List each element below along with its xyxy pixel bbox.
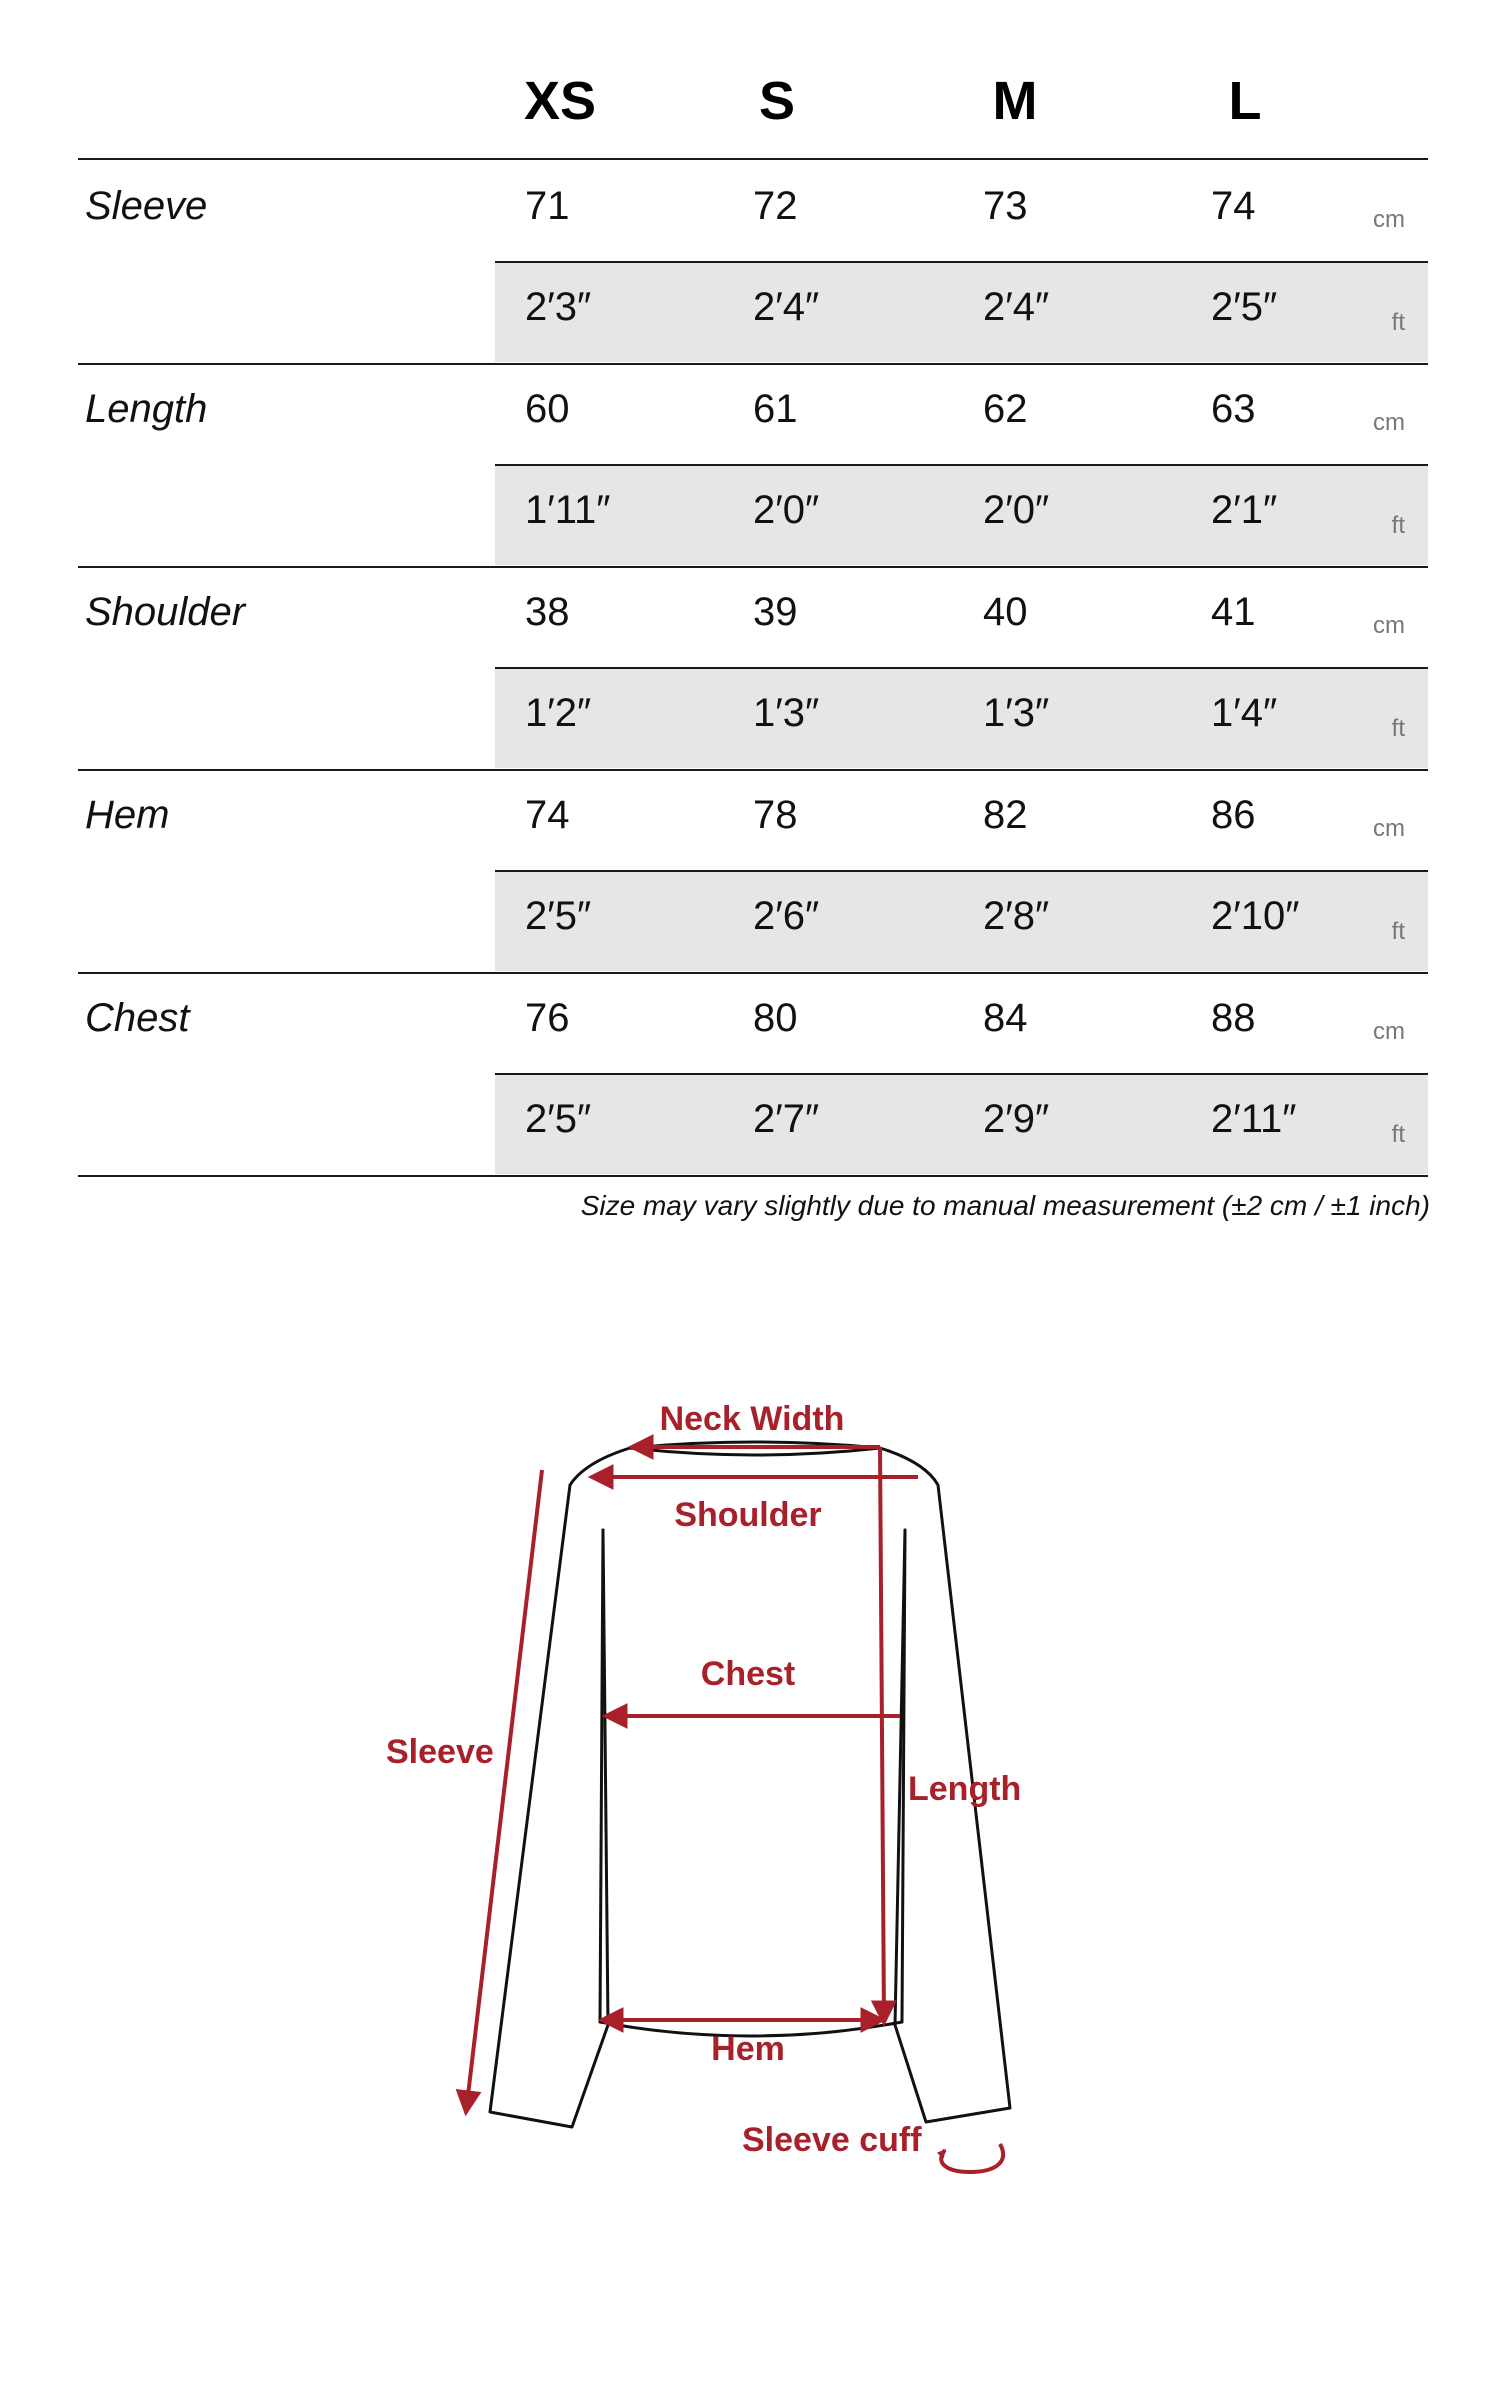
cm-value: 39 (753, 590, 798, 634)
ft-value: 2′3″ (525, 285, 592, 329)
cm-value: 76 (525, 996, 570, 1040)
cm-value: 73 (983, 184, 1028, 228)
ft-value: 2′11″ (1211, 1097, 1297, 1141)
size-header-s: S (758, 71, 796, 131)
size-header-xs: XS (523, 71, 597, 131)
hem-label: Hem (711, 2030, 785, 2068)
ft-value: 2′4″ (753, 285, 820, 329)
left-sleeve-outline (490, 1448, 630, 2127)
length-arrow (880, 1447, 884, 2022)
row-half-divider (495, 1073, 1428, 1075)
ft-value: 2′6″ (753, 894, 820, 938)
ft-value: 2′5″ (525, 894, 592, 938)
unit-ft: ft (1391, 1121, 1405, 1148)
ft-value: 1′3″ (753, 691, 820, 735)
unit-ft: ft (1391, 918, 1405, 945)
measurement-note: Size may vary slightly due to manual measurement (±2 cm / ±1 inch) (580, 1190, 1430, 1221)
unit-cm: cm (1373, 206, 1405, 233)
row-label-length: Length (85, 387, 208, 431)
row-label-chest: Chest (85, 996, 190, 1040)
cm-value: 62 (983, 387, 1028, 431)
cm-value: 78 (753, 793, 798, 837)
cm-value: 88 (1211, 996, 1256, 1040)
row-group-divider (78, 363, 1428, 365)
ft-value: 2′5″ (1211, 285, 1278, 329)
unit-ft: ft (1391, 512, 1405, 539)
sleeve-cuff-arrow (941, 2144, 1003, 2172)
ft-value: 2′5″ (525, 1097, 592, 1141)
cm-value: 84 (983, 996, 1028, 1040)
ft-value: 2′0″ (983, 488, 1050, 532)
cm-value: 60 (525, 387, 570, 431)
cm-value: 41 (1211, 590, 1256, 634)
cm-value: 74 (525, 793, 570, 837)
neck-width-label: Neck Width (659, 1400, 845, 1438)
row-label-sleeve: Sleeve (85, 184, 208, 228)
garment-diagram (0, 1400, 1500, 2300)
ft-value: 2′7″ (753, 1097, 820, 1141)
cm-value: 80 (753, 996, 798, 1040)
header-divider (78, 158, 1428, 160)
cm-value: 72 (753, 184, 798, 228)
row-half-divider (495, 870, 1428, 872)
row-half-divider (495, 464, 1428, 466)
ft-value: 2′9″ (983, 1097, 1050, 1141)
row-label-hem: Hem (85, 793, 170, 837)
unit-cm: cm (1373, 612, 1405, 639)
unit-ft: ft (1391, 309, 1405, 336)
chest-label: Chest (700, 1655, 796, 1693)
ft-value: 2′10″ (1211, 894, 1300, 938)
unit-cm: cm (1373, 409, 1405, 436)
row-group-divider (78, 769, 1428, 771)
ft-value: 1′2″ (525, 691, 592, 735)
cm-value: 82 (983, 793, 1028, 837)
size-header-m: M (992, 71, 1038, 131)
ft-value: 1′3″ (983, 691, 1050, 735)
ft-value: 2′4″ (983, 285, 1050, 329)
ft-row-shade (495, 667, 1428, 768)
ft-value: 2′8″ (983, 894, 1050, 938)
length-label: Length (908, 1770, 1022, 1808)
row-label-shoulder: Shoulder (85, 590, 246, 634)
ft-row-shade (495, 464, 1428, 565)
cm-value: 74 (1211, 184, 1256, 228)
unit-cm: cm (1373, 815, 1405, 842)
row-group-divider (78, 566, 1428, 568)
diagram-labels (386, 1400, 1021, 2159)
sleeve-cuff-label: Sleeve cuff (742, 2121, 922, 2159)
sleeve-label: Sleeve (386, 1733, 494, 1771)
body-left-side (600, 1530, 603, 2022)
row-half-divider (495, 667, 1428, 669)
ft-value: 1′11″ (525, 488, 611, 532)
cm-value: 63 (1211, 387, 1256, 431)
cm-value: 86 (1211, 793, 1256, 837)
shoulder-label: Shoulder (674, 1496, 822, 1534)
cm-value: 38 (525, 590, 570, 634)
cm-value: 40 (983, 590, 1028, 634)
unit-cm: cm (1373, 1018, 1405, 1045)
ft-value: 1′4″ (1211, 691, 1278, 735)
row-half-divider (495, 261, 1428, 263)
cm-value: 71 (525, 184, 570, 228)
row-group-divider (78, 972, 1428, 974)
row-group-divider (78, 1175, 1428, 1177)
ft-row-shade (495, 261, 1428, 362)
ft-value: 2′1″ (1211, 488, 1278, 532)
size-header-l: L (1228, 71, 1262, 131)
ft-value: 2′0″ (753, 488, 820, 532)
unit-ft: ft (1391, 715, 1405, 742)
cm-value: 61 (753, 387, 798, 431)
